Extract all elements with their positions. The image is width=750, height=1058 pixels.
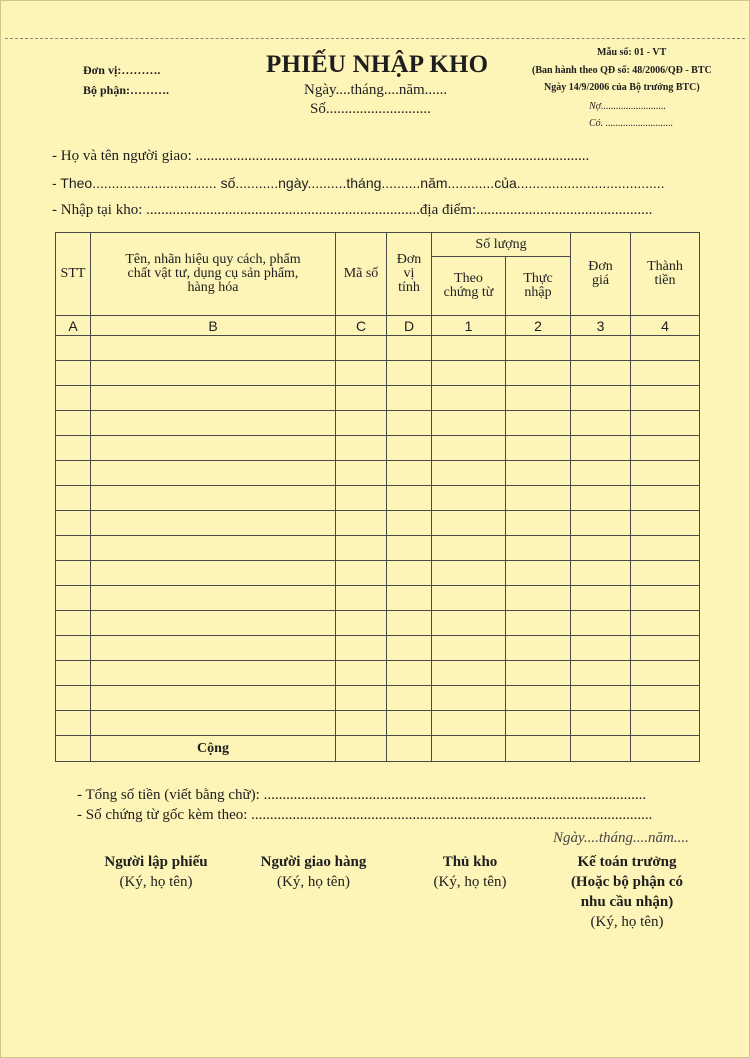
header-qty-document-l2: chứng từ — [443, 285, 494, 300]
table-cell — [506, 361, 571, 386]
header-qty-actual — [506, 257, 571, 316]
table-cell — [56, 336, 91, 361]
table-cell — [631, 411, 700, 436]
preparer-title: Người lập phiếu — [104, 854, 208, 870]
table-cell — [506, 336, 571, 361]
header-unit-price-l2: giá — [591, 273, 610, 288]
form-date: Ngày....tháng....năm...... — [304, 82, 448, 98]
table-cell — [91, 711, 336, 736]
table-cell — [56, 436, 91, 461]
table-cell — [571, 711, 631, 736]
table-cell — [506, 661, 571, 686]
table-cell — [387, 586, 432, 611]
column-letter-row — [56, 316, 700, 336]
header-qty-actual-l2: nhập — [524, 285, 552, 300]
preparer-note: (Ký, họ tên) — [119, 874, 193, 890]
table-cell — [432, 436, 506, 461]
table-cell — [387, 711, 432, 736]
table-cell — [336, 686, 387, 711]
table-cell — [387, 486, 432, 511]
table-cell — [387, 661, 432, 686]
letter-cell: B — [91, 316, 336, 336]
table-cell — [631, 561, 700, 586]
unit-label: Đơn vị:………. — [83, 63, 161, 77]
table-cell — [91, 411, 336, 436]
header-unit-l3: tính — [398, 280, 420, 295]
table-cell — [91, 486, 336, 511]
table-cell — [571, 686, 631, 711]
table-cell — [336, 711, 387, 736]
table-cell — [387, 611, 432, 636]
item-rows — [56, 336, 700, 736]
letter-cell: A — [56, 316, 91, 336]
table-cell — [506, 411, 571, 436]
letter-cell: D — [387, 316, 432, 336]
header-code: Mã số — [336, 233, 387, 316]
table-cell — [336, 486, 387, 511]
total-cell — [336, 736, 387, 762]
table-cell — [631, 661, 700, 686]
department-label: Bộ phận:………. — [83, 83, 170, 97]
keeper-title: Thủ kho — [442, 854, 498, 870]
table-cell — [336, 561, 387, 586]
table-cell — [571, 486, 631, 511]
table-cell — [432, 686, 506, 711]
table-cell — [56, 461, 91, 486]
table-cell — [91, 636, 336, 661]
table-cell — [631, 536, 700, 561]
header-item-name-l3: hàng hóa — [187, 280, 239, 295]
letter-cell: 4 — [631, 316, 700, 336]
total-cell — [56, 736, 91, 762]
deliverer-title: Người giao hàng — [260, 854, 367, 870]
table-cell — [56, 486, 91, 511]
table-cell — [506, 561, 571, 586]
table-row — [56, 636, 700, 661]
table-cell — [631, 336, 700, 361]
table-cell — [336, 336, 387, 361]
table-cell — [336, 511, 387, 536]
header-amount-l1: Thành — [647, 259, 683, 274]
table-cell — [91, 661, 336, 686]
header-amount-l2: tiền — [654, 273, 676, 288]
letter-cell: 2 — [506, 316, 571, 336]
keeper-note: (Ký, họ tên) — [433, 874, 507, 890]
total-cell — [571, 736, 631, 762]
table-cell — [387, 511, 432, 536]
table-cell — [571, 661, 631, 686]
total-label: Cộng — [91, 736, 336, 762]
table-cell — [631, 436, 700, 461]
table-cell — [506, 386, 571, 411]
table-cell — [91, 361, 336, 386]
table-cell — [571, 511, 631, 536]
total-in-words-field: - Tổng số tiền (viết bằng chữ): ...................................................................................................... — [77, 787, 647, 803]
table-cell — [91, 336, 336, 361]
letter-cell: 3 — [571, 316, 631, 336]
table-cell — [432, 361, 506, 386]
table-cell — [432, 536, 506, 561]
table-cell — [432, 511, 506, 536]
table-row — [56, 686, 700, 711]
table-cell — [56, 611, 91, 636]
table-cell — [432, 336, 506, 361]
table-cell — [56, 386, 91, 411]
table-cell — [336, 461, 387, 486]
cut-line — [5, 38, 745, 39]
accountant-alt-l2: nhu cầu nhận) — [580, 894, 674, 910]
table-cell — [336, 661, 387, 686]
table-cell — [571, 461, 631, 486]
table-row — [56, 486, 700, 511]
table-cell — [432, 561, 506, 586]
table-cell — [506, 711, 571, 736]
table-cell — [506, 486, 571, 511]
decree-line-1: (Ban hành theo QĐ số: 48/2006/QĐ - BTC — [532, 65, 712, 76]
table-cell — [432, 411, 506, 436]
table-cell — [56, 361, 91, 386]
table-row — [56, 386, 700, 411]
form-number: Số............................ — [310, 101, 431, 117]
table-cell — [631, 611, 700, 636]
table-row — [56, 511, 700, 536]
table-cell — [387, 336, 432, 361]
table-cell — [571, 611, 631, 636]
table-cell — [336, 536, 387, 561]
table-row — [56, 336, 700, 361]
table-cell — [571, 561, 631, 586]
table-cell — [91, 436, 336, 461]
table-cell — [56, 711, 91, 736]
table-cell — [336, 386, 387, 411]
table-row — [56, 361, 700, 386]
table-cell — [56, 411, 91, 436]
signature-keeper — [415, 852, 525, 892]
table-cell — [432, 661, 506, 686]
header-quantity: Số lượng — [432, 233, 571, 257]
table-cell — [91, 386, 336, 411]
table-cell — [56, 586, 91, 611]
table-cell — [506, 436, 571, 461]
goods-table — [55, 232, 700, 762]
letter-cell: C — [336, 316, 387, 336]
table-cell — [432, 461, 506, 486]
table-cell — [631, 711, 700, 736]
table-cell — [631, 636, 700, 661]
signature-accountant — [549, 852, 705, 932]
table-cell — [432, 711, 506, 736]
header-stt: STT — [56, 233, 91, 316]
header-unit-l1: Đơn — [396, 252, 422, 267]
letter-cell: 1 — [432, 316, 506, 336]
table-cell — [506, 636, 571, 661]
table-cell — [336, 586, 387, 611]
table-cell — [387, 386, 432, 411]
table-cell — [432, 386, 506, 411]
table-row — [56, 561, 700, 586]
header-item-name-l1: Tên, nhãn hiệu quy cách, phẩm — [125, 252, 301, 267]
table-cell — [631, 686, 700, 711]
deliverer-field: - Họ và tên người giao: ......................................................................................................... — [52, 148, 590, 164]
signature-deliverer — [241, 852, 386, 892]
header-item-name-l2: chất vật tư, dụng cụ sản phẩm, — [127, 266, 299, 281]
accountant-alt-l1: (Hoặc bộ phận có — [570, 874, 684, 890]
table-cell — [432, 586, 506, 611]
header-item-name — [91, 233, 336, 316]
accountant-title: Kế toán trưởng — [577, 854, 677, 870]
form-title: PHIẾU NHẬP KHO — [266, 51, 489, 78]
table-cell — [56, 661, 91, 686]
table-cell — [91, 461, 336, 486]
attached-docs-field: - Số chứng từ gốc kèm theo: ........................................................................................................... — [77, 807, 653, 823]
table-cell — [56, 636, 91, 661]
table-cell — [506, 461, 571, 486]
table-cell — [631, 361, 700, 386]
table-cell — [336, 361, 387, 386]
table-cell — [56, 686, 91, 711]
header-unit-l2: vị — [403, 266, 415, 281]
header-amount — [631, 233, 700, 316]
table-cell — [56, 536, 91, 561]
table-cell — [387, 436, 432, 461]
total-cell — [432, 736, 506, 762]
table-cell — [571, 386, 631, 411]
warehouse-field: - Nhập tại kho: .........................................................................địa điểm:............................................... — [52, 202, 653, 218]
table-cell — [571, 336, 631, 361]
table-cell — [631, 586, 700, 611]
table-cell — [91, 686, 336, 711]
table-cell — [387, 686, 432, 711]
table-cell — [91, 511, 336, 536]
table-cell — [336, 611, 387, 636]
table-cell — [387, 461, 432, 486]
table-cell — [387, 536, 432, 561]
signature-preparer — [91, 852, 221, 892]
table-cell — [91, 611, 336, 636]
table-cell — [571, 636, 631, 661]
table-cell — [91, 586, 336, 611]
table-cell — [571, 536, 631, 561]
table-cell — [387, 561, 432, 586]
header-unit — [387, 233, 432, 316]
table-row — [56, 536, 700, 561]
table-cell — [336, 636, 387, 661]
table-cell — [387, 636, 432, 661]
table-cell — [506, 686, 571, 711]
total-cell — [506, 736, 571, 762]
table-cell — [387, 361, 432, 386]
table-cell — [631, 486, 700, 511]
header-unit-price-l1: Đơn — [588, 259, 613, 274]
table-cell — [631, 461, 700, 486]
table-row — [56, 661, 700, 686]
debit-field: Nợ.......................... — [589, 101, 667, 112]
table-cell — [571, 361, 631, 386]
header-qty-actual-l1: Thực — [523, 271, 553, 286]
accountant-note: (Ký, họ tên) — [590, 914, 664, 930]
table-cell — [506, 586, 571, 611]
table-cell — [631, 386, 700, 411]
header-qty-document-l1: Theo — [454, 271, 483, 286]
table-cell — [336, 411, 387, 436]
table-cell — [571, 436, 631, 461]
table-cell — [387, 411, 432, 436]
credit-field: Có. ........................... — [589, 118, 674, 129]
deliverer-note: (Ký, họ tên) — [277, 874, 350, 890]
table-row — [56, 711, 700, 736]
total-cell — [387, 736, 432, 762]
table-cell — [571, 411, 631, 436]
table-row — [56, 611, 700, 636]
total-cell — [631, 736, 700, 762]
table-cell — [432, 611, 506, 636]
table-cell — [336, 436, 387, 461]
table-cell — [432, 486, 506, 511]
table-cell — [631, 511, 700, 536]
table-row — [56, 586, 700, 611]
table-cell — [56, 561, 91, 586]
table-cell — [571, 586, 631, 611]
signature-date: Ngày....tháng....năm.... — [553, 830, 689, 846]
table-row — [56, 411, 700, 436]
table-cell — [432, 636, 506, 661]
table-cell — [506, 511, 571, 536]
table-cell — [506, 611, 571, 636]
table-cell — [91, 536, 336, 561]
table-row — [56, 461, 700, 486]
form-code: Mẫu số: 01 - VT — [597, 47, 667, 58]
table-row — [56, 436, 700, 461]
table-cell — [506, 536, 571, 561]
decree-line-2: Ngày 14/9/2006 của Bộ trưởng BTC) — [544, 82, 700, 93]
table-cell — [56, 511, 91, 536]
header-qty-document — [432, 257, 506, 316]
total-row — [56, 736, 700, 762]
according-field: - Theo................................ số...........ngày..........tháng..........năm............của...................................... — [52, 175, 665, 191]
header-unit-price — [571, 233, 631, 316]
table-cell — [91, 561, 336, 586]
